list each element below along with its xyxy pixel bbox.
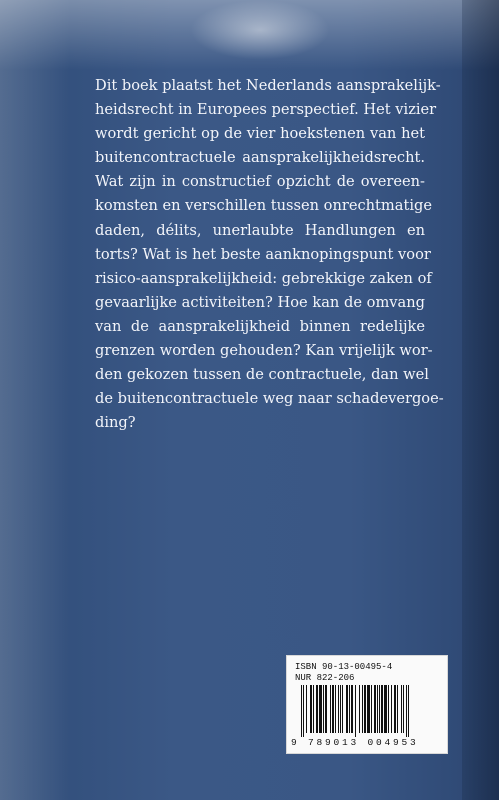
- barcode-bars: [301, 685, 433, 737]
- blurb-line: Dit boek plaatst het Nederlands aansprakelijk-: [95, 77, 441, 94]
- blurb-line: daden, délits, unerlaubte Handlungen en: [95, 221, 425, 239]
- shrink-wrap-glare: [190, 0, 330, 60]
- blurb-line: wordt gericht op de vier hoekstenen van het: [95, 125, 425, 143]
- blurb-line: ding?: [95, 414, 136, 432]
- back-cover-blurb: [95, 74, 444, 435]
- blurb-line: risico-aansprakelijkheid: gebrekkige zaken of: [95, 269, 432, 287]
- barcode-label: [286, 655, 448, 754]
- blurb-line: torts? Wat is het beste aanknopingspunt voor: [95, 245, 431, 263]
- isbn-text: ISBN 90-13-00495-4: [295, 662, 393, 672]
- blurb-line: grenzen worden gehouden? Kan vrijelijk wor-: [95, 342, 433, 360]
- cover-edge-shadow: [462, 0, 499, 800]
- blurb-line: Wat zijn in constructief opzicht de overeen-: [95, 173, 425, 191]
- blurb-line: gevaarlijke activiteiten? Hoe kan de omvang: [95, 293, 425, 311]
- blurb-line: de buitencontractuele weg naar schadevergoe-: [95, 390, 444, 408]
- blurb-line: heidsrecht in Europees perspectief. Het vizier: [95, 101, 437, 119]
- blurb-line: buitencontractuele aansprakelijkheidsrecht.: [95, 149, 425, 167]
- nur-text: NUR 822-206: [295, 673, 355, 683]
- blurb-line: den gekozen tussen de contractuele, dan wel: [95, 366, 429, 384]
- blurb-line: van de aansprakelijkheid binnen redelijke: [95, 317, 425, 335]
- blurb-line: komsten en verschillen tussen onrechtmatige: [95, 197, 432, 215]
- ean-digits: 9 789013 004953: [291, 737, 419, 748]
- shrink-wrap-reflection-left: [0, 0, 70, 800]
